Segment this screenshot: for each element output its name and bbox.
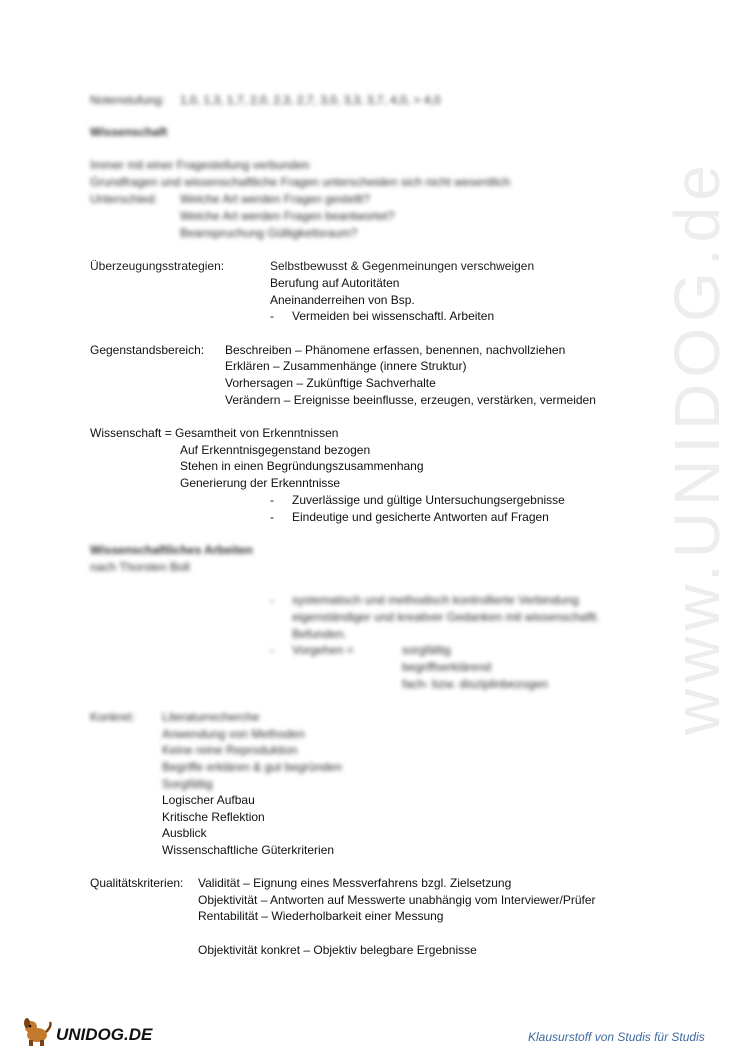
ueberzeugung-line: Selbstbewusst & Gegenmeinungen verschweigen: [270, 259, 535, 273]
qualitaet-line: Validität – Eignung eines Messverfahrens bzgl. Zielsetzung: [198, 876, 512, 890]
bullet-dash: -: [270, 493, 274, 507]
notenstufung-values: 1,0, 1,3, 1,7, 2,0, 2,3, 2,7, 3,0, 3,3, 3,7, 4,0, > 4,0: [180, 93, 441, 107]
bullet-dash: -: [270, 593, 274, 607]
konkret-item: Kritische Reflektion: [162, 810, 265, 824]
definition-first: Wissenschaft = Gesamtheit von Erkenntnissen: [90, 426, 339, 440]
ueberzeugung-label: Überzeugungsstrategien:: [90, 259, 225, 273]
konkret-item: Anwendung von Methoden: [162, 727, 305, 741]
konkret-item: Wissenschaftliche Güterkriterien: [162, 843, 335, 857]
konkret-item: Keine reine Reproduktion: [162, 743, 298, 757]
konkret-item: Ausblick: [162, 826, 207, 840]
vorgehen-item: sorgfältig: [402, 643, 451, 657]
definition-line: Stehen in einen Begründungszusammenhang: [180, 459, 424, 473]
gegenstand-line: Erklären – Zusammenhänge (innere Struktur): [225, 359, 467, 373]
vorgehen-label: Vorgehen =: [292, 643, 354, 657]
ueberzeugung-line: Aneinanderreihen von Bsp.: [270, 293, 415, 307]
gegenstand-label: Gegenstandsbereich:: [90, 343, 205, 357]
qualitaet-extra: Objektivität konkret – Objektiv belegbare Ergebnisse: [198, 943, 477, 957]
unterschied-line: Welche Art werden Fragen gestellt?: [180, 192, 370, 206]
qualitaet-line: Rentabilität – Wiederholbarkeit einer Messung: [198, 909, 444, 923]
notenstufung-label: Notenstufung:: [90, 93, 165, 107]
konkret-item: Sorgfältig: [162, 777, 213, 791]
unterschied-line: Beanspruchung Gültigkeitsraum?: [180, 226, 358, 240]
vorgehen-item: fach- bzw. disziplinbezogen: [402, 677, 549, 691]
ueberzeugung-line: Berufung auf Autoritäten: [270, 276, 400, 290]
konkret-label: Konkret:: [90, 710, 135, 724]
arbeiten-bullet-line: systematisch und methodisch kontrollierte Verbindung: [292, 593, 579, 607]
gegenstand-line: Verändern – Ereignisse beeinflusse, erzeugen, verstärken, vermeiden: [225, 393, 596, 407]
ueberzeugung-bullet: Vermeiden bei wissenschaftl. Arbeiten: [292, 309, 495, 323]
gegenstand-line: Beschreiben – Phänomene erfassen, benennen, nachvollziehen: [225, 343, 566, 357]
qualitaet-line: Objektivität – Antworten auf Messwerte unabhängig vom Interviewer/Prüfer: [198, 893, 596, 907]
gegenstand-line: Vorhersagen – Zukünftige Sachverhalte: [225, 376, 436, 390]
arbeiten-bullet-line: Befunden.: [292, 627, 347, 641]
definition-bullet: Eindeutige und gesicherte Antworten auf Fragen: [292, 510, 549, 524]
section-heading-wissenschaft: Wissenschaft: [90, 125, 168, 139]
konkret-item: Begriffe erklären & gut begründen: [162, 760, 342, 774]
arbeiten-bullet-line: eigenständiger und kreativer Gedanken mit wissenschaftl.: [292, 610, 600, 624]
intro-line: Grundfragen und wissenschaftliche Fragen unterscheiden sich nicht wesentlich: [90, 175, 511, 189]
intro-line: Immer mit einer Fragestellung verbunden: [90, 158, 310, 172]
arbeiten-subtitle: nach Thorsten Boll: [90, 560, 190, 574]
qualitaet-label: Qualitätskriterien:: [90, 876, 184, 890]
bullet-dash: -: [270, 309, 274, 323]
watermark: www.UNIDOG.de: [661, 159, 733, 735]
unterschied-line: Welche Art werden Fragen beantwortet?: [180, 209, 395, 223]
definition-line: Auf Erkenntnisgegenstand bezogen: [180, 443, 371, 457]
unidog-logo: [22, 1014, 154, 1048]
dog-icon: [24, 1018, 51, 1046]
bullet-dash: -: [270, 643, 274, 657]
section-heading-arbeiten: Wissenschaftliches Arbeiten: [90, 543, 253, 557]
konkret-item: Logischer Aufbau: [162, 793, 255, 807]
konkret-item: Literaturrecherche: [162, 710, 260, 724]
definition-bullet: Zuverlässige und gültige Untersuchungsergebnisse: [292, 493, 565, 507]
svg-text:UNIDOG.DE: UNIDOG.DE: [56, 1025, 153, 1044]
bullet-dash: -: [270, 510, 274, 524]
definition-line: Generierung der Erkenntnisse: [180, 476, 341, 490]
vorgehen-item: begriffserklärend: [402, 660, 492, 674]
footer-note: Klausurstoff von Studis für Studis: [528, 1030, 705, 1044]
unterschied-label: Unterschied:: [90, 192, 158, 206]
